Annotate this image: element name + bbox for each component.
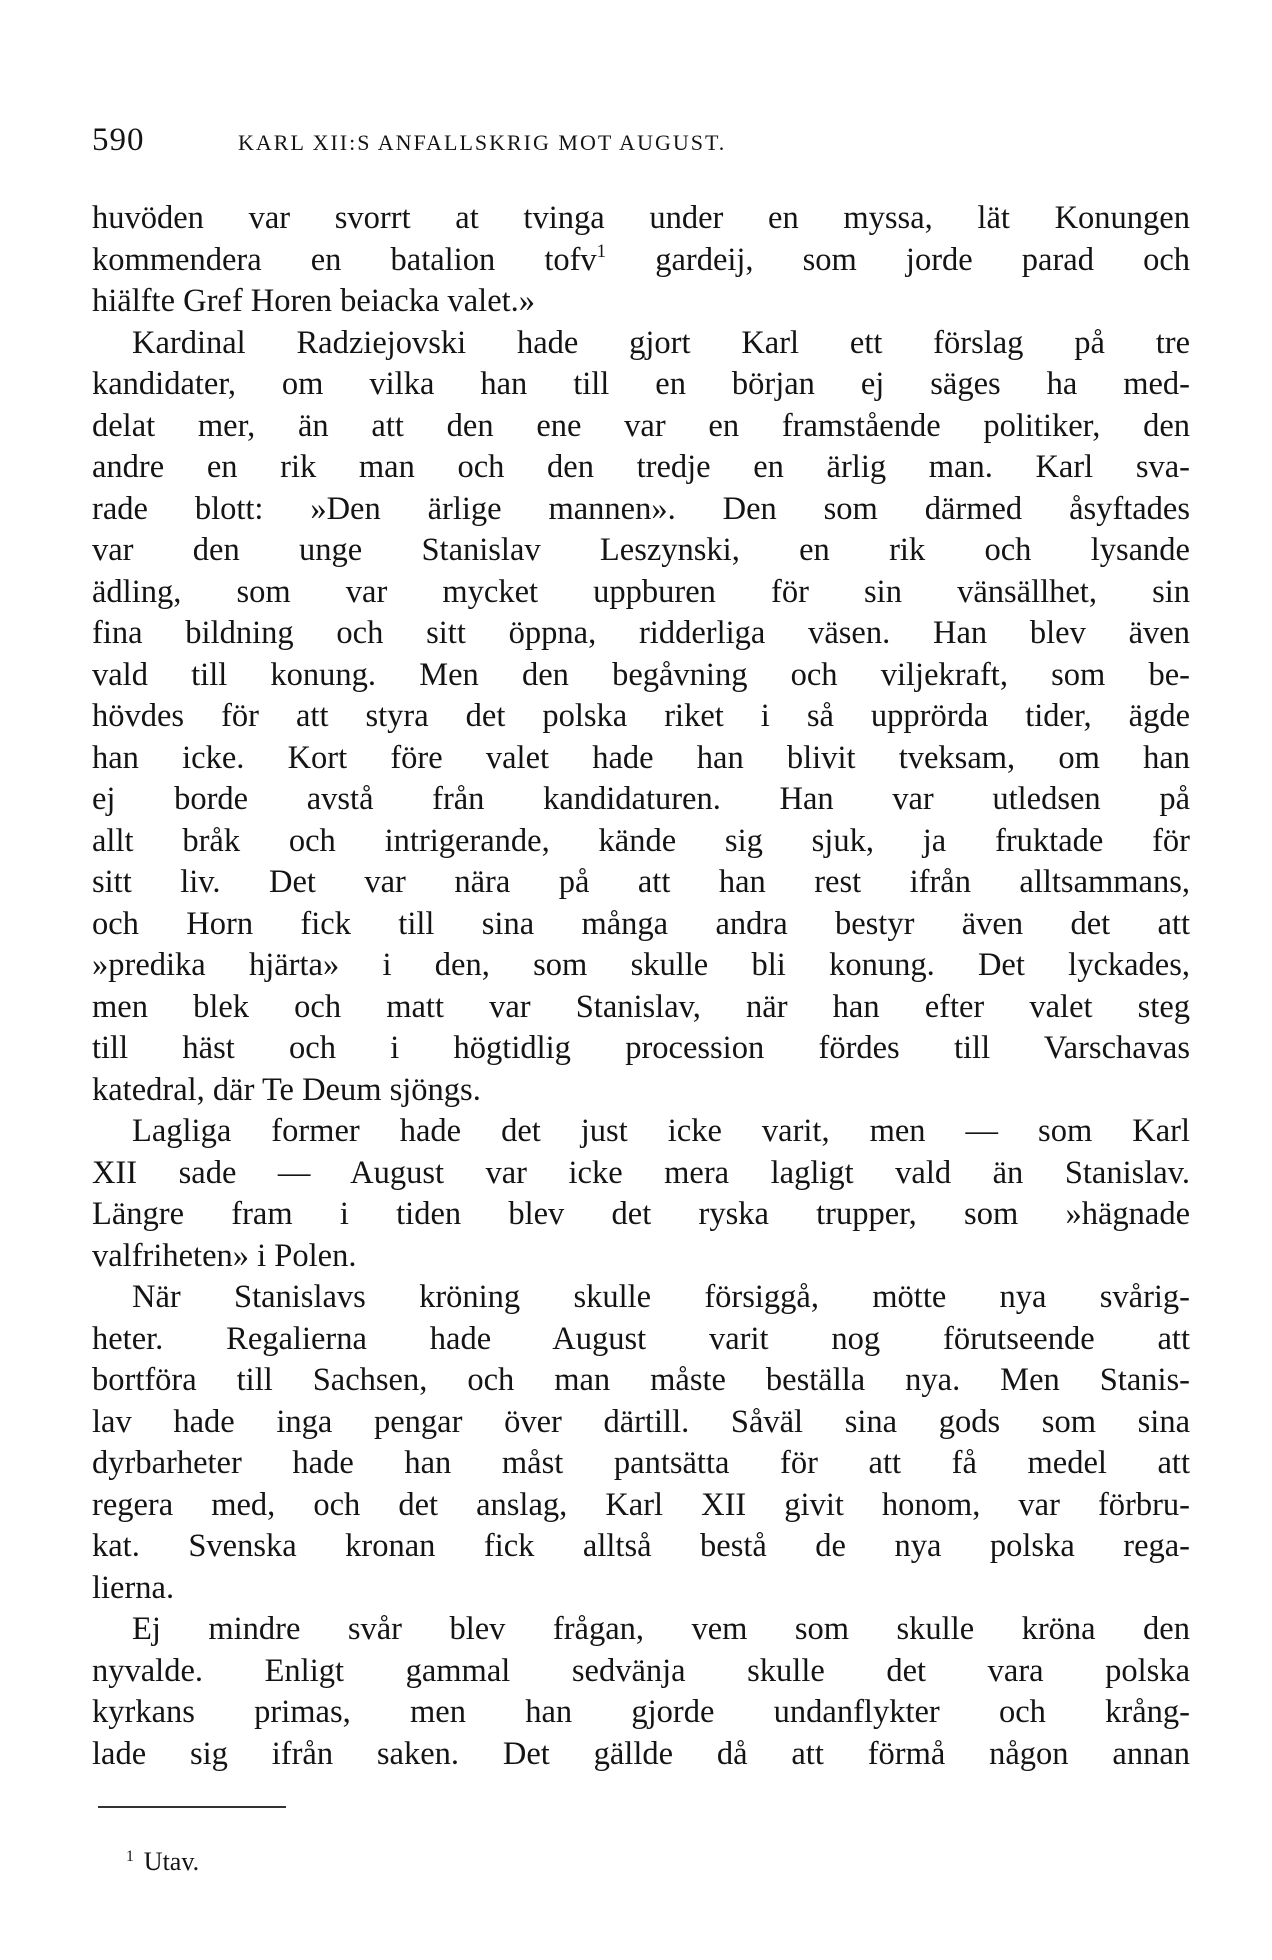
text-line: fina bildning och sitt öppna, ridderliga väsen. Han blev även <box>92 615 1190 651</box>
text-line: vald till konung. Men den begåvning och viljekraft, som be- <box>92 656 1190 693</box>
paragraph-start-line: Kardinal Radziejovski hade gjort Karl ett förslag på tre <box>132 324 1190 361</box>
body-text <box>92 198 1190 1775</box>
footnote-reference: 1 <box>596 240 607 262</box>
paragraph-start-line: När Stanislavs kröning skulle försiggå, mötte nya svårig- <box>132 1279 1190 1315</box>
footnote-text: Utav. <box>143 1847 200 1876</box>
text-line: »predika hjärta» i den, som skulle bli konung. Det lyckades, <box>92 947 1190 983</box>
text-segment: gardeij, som jorde parad och <box>606 241 1190 278</box>
text-line: kandidater, om vilka han till en början ej säges ha med- <box>92 366 1190 402</box>
running-title: KARL XII:S ANFALLSKRIG MOT AUGUST. <box>238 130 727 155</box>
text-line: hiälfte Gref Horen beiacka valet.» <box>92 283 536 319</box>
text-line: XII sade — August var icke mera lagligt vald än Stanislav. <box>92 1154 1190 1191</box>
text-line: rade blott: »Den ärlige mannen». Den som därmed åsyftades <box>92 490 1190 527</box>
text-line: till häst och i högtidlig procession fördes till Varschavas <box>92 1030 1190 1066</box>
text-line: katedral, där Te Deum sjöngs. <box>92 1071 481 1108</box>
text-line: var den unge Stanislav Leszynski, en rik och lysande <box>92 532 1190 568</box>
text-line: regera med, och det anslag, Karl XII givit honom, var förbru- <box>92 1486 1190 1523</box>
text-line: valfriheten» i Polen. <box>92 1237 357 1274</box>
text-line: dyrbarheter hade han måst pantsätta för att få medel att <box>92 1445 1190 1481</box>
text-line: lade sig ifrån saken. Det gällde då att förmå någon annan <box>92 1735 1190 1772</box>
text-line: lav hade inga pengar över därtill. Såväl sina gods som sina <box>92 1403 1190 1440</box>
text-line <box>92 240 1190 282</box>
text-line: bortföra till Sachsen, och man måste beställa nya. Men Stanis- <box>92 1362 1190 1398</box>
text-line: huvöden var svorrt at tvinga under en myssa, lät Konungen <box>92 200 1190 236</box>
text-line: men blek och matt var Stanislav, när han efter valet steg <box>92 988 1190 1025</box>
text-line: kat. Svenska kronan fick alltså bestå de nya polska rega- <box>92 1528 1190 1564</box>
paragraph-start-line: Ej mindre svår blev frågan, vem som skulle kröna den <box>132 1611 1190 1647</box>
text-line: heter. Regalierna hade August varit nog förutseende att <box>92 1320 1190 1357</box>
text-line: nyvalde. Enligt gammal sedvänja skulle det vara polska <box>92 1652 1190 1689</box>
footnote-divider <box>98 1806 286 1808</box>
paragraph-start-line: Lagliga former hade det just icke varit, men — som Karl <box>132 1113 1190 1149</box>
text-line: hövdes för att styra det polska riket i så upprörda tider, ägde <box>92 698 1190 734</box>
text-line: han icke. Kort före valet hade han blivit tveksam, om han <box>92 739 1190 776</box>
page-header <box>92 122 1192 162</box>
text-segment: kommendera en batalion tofv <box>92 241 597 278</box>
text-line: kyrkans primas, men han gjorde undanflykter och krång- <box>92 1694 1190 1730</box>
text-line: Längre fram i tiden blev det ryska trupper, som »hägnade <box>92 1196 1190 1232</box>
text-line: allt bråk och intrigerande, kände sig sjuk, ja fruktade för <box>92 822 1190 859</box>
text-line: delat mer, än att den ene var en framstående politiker, den <box>92 407 1190 444</box>
text-line: ej borde avstå från kandidaturen. Han var utledsen på <box>92 781 1190 817</box>
text-line: sitt liv. Det var nära på att han rest ifrån alltsammans, <box>92 864 1190 900</box>
text-line: ädling, som var mycket uppburen för sin vänsällhet, sin <box>92 573 1190 610</box>
footnote-marker: 1 <box>126 1847 134 1865</box>
text-line: andre en rik man och den tredje en ärlig man. Karl sva- <box>92 449 1190 485</box>
footnote <box>126 1846 199 1878</box>
page-number: 590 <box>92 122 145 158</box>
text-line: och Horn fick till sina många andra bestyr även det att <box>92 905 1190 942</box>
text-line: lierna. <box>92 1569 175 1606</box>
